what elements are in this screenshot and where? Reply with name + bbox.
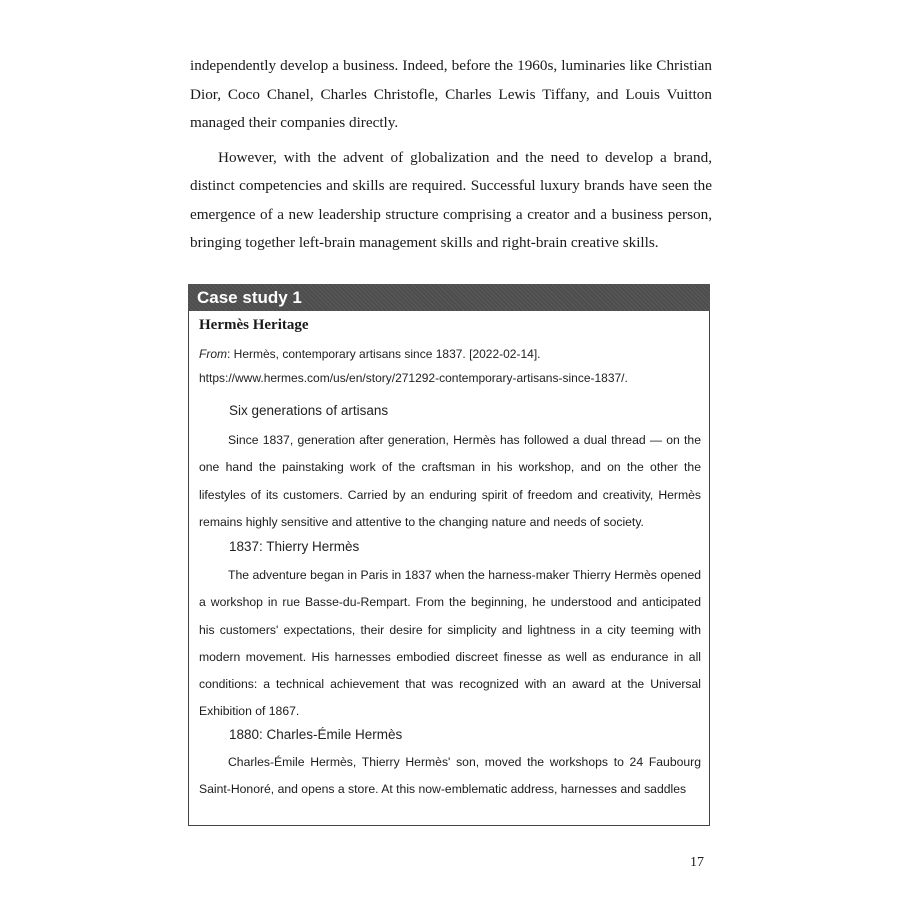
source-citation xyxy=(199,342,701,390)
section-text-artisans: Since 1837, generation after generation, Hermès has followed a dual thread — on the one hand the painstaking work of the craftsman in his workshop, and on the other the lifestyles of its customers. Carried by an enduring spirit of freedom and creativity, Hermès remains highly sensitive and attentive to the changing nature and needs of society. xyxy=(199,433,701,529)
section-heading-1837: 1837: Thierry Hermès xyxy=(229,539,360,554)
source-label: From xyxy=(199,347,227,361)
section-heading-1880: 1880: Charles-Émile Hermès xyxy=(229,727,403,742)
source-text: : Hermès, contemporary artisans since 1837. [2022-02-14]. https://www.hermes.com/us/en/story/271292-contemporary-artisans-since-1837/. xyxy=(199,347,628,385)
case-study-box xyxy=(188,311,710,826)
intro-text xyxy=(190,52,712,258)
case-study-header: Case study 1 xyxy=(188,284,710,311)
intro-paragraph-2: However, with the advent of globalization and the need to develop a brand, distinct competencies and skills are required. Successful luxury brands have seen the emergence of a new leadership structure comprising a creator and a business person, bringing together left-brain management skills and right-brain creative skills. xyxy=(190,148,712,251)
case-study-title: Hermès Heritage xyxy=(199,317,309,333)
page-number: 17 xyxy=(690,855,704,870)
section-heading-artisans: Six generations of artisans xyxy=(229,403,389,418)
section-text-1837: The adventure began in Paris in 1837 when the harness-maker Thierry Hermès opened a workshop in rue Basse-du-Rempart. From the beginning, he understood and anticipated his customers' expectations, their desire for simplicity and lightness in a city teeming with modern movement. His harnesses embodied discreet finesse as well as endurance in all conditions: a technical achievement that was recognized with an award at the Universal Exhibition of 1867. xyxy=(199,568,701,719)
intro-paragraph-1: independently develop a business. Indeed, before the 1960s, luminaries like Christian Dior, Coco Chanel, Charles Christofle, Charles Lewis Tiffany, and Louis Vuitton managed their companies directly. xyxy=(190,57,712,131)
section-text-1880: Charles-Émile Hermès, Thierry Hermès' son, moved the workshops to 24 Faubourg Saint-Honoré, and opens a store. At this now-emblematic address, harnesses and saddles xyxy=(199,755,701,797)
